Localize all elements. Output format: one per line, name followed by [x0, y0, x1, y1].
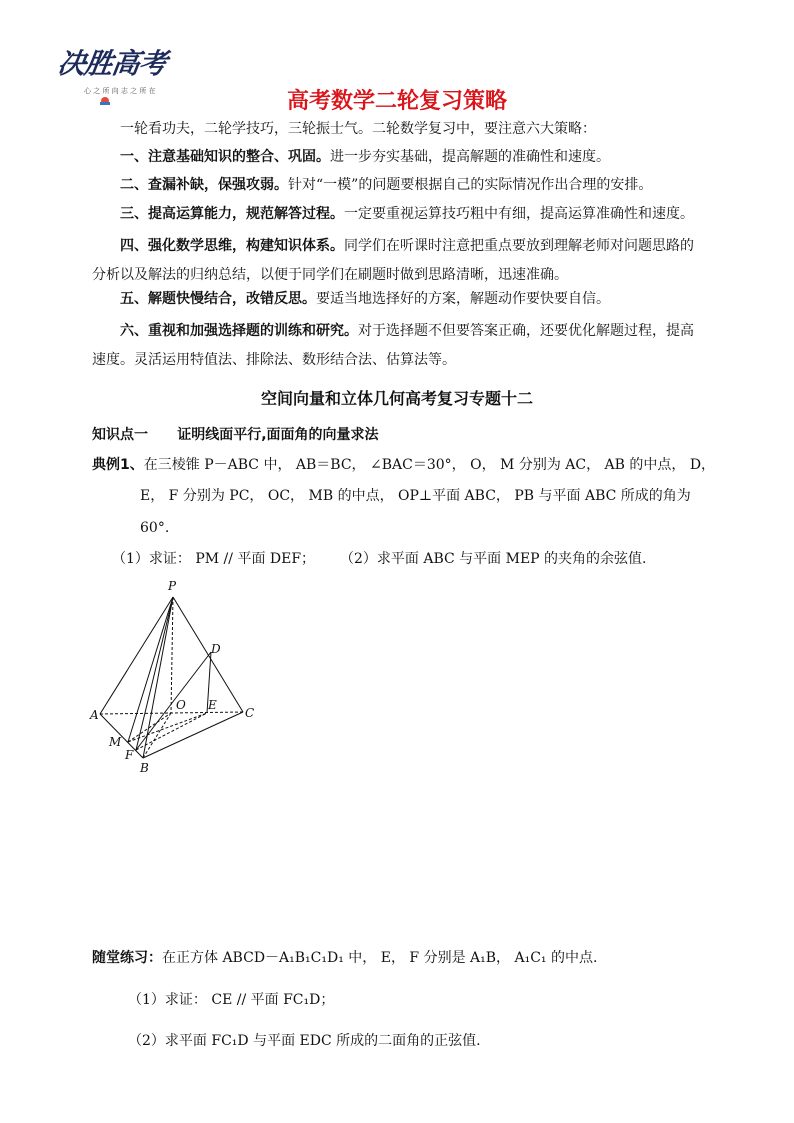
example-text-1: 在三棱锥 P－ABC 中， AB＝BC， ∠BAC＝30°， O， M 分别为 AC， AB 的中点， D，: [143, 457, 716, 473]
strategy-5: [120, 289, 735, 309]
practice-text: 在正方体 ABCD－A₁B₁C₁D₁ 中， E， F 分别是 A₁B， A₁C₁ 的中点.: [162, 950, 598, 966]
strategy-2: [120, 175, 735, 195]
example-text-3: 60°.: [140, 520, 170, 536]
strategy-4: [92, 232, 706, 290]
segment-PO-dashed: [171, 597, 173, 713]
tetrahedron-figure: [88, 576, 268, 776]
label-P: P: [168, 579, 177, 593]
segment-MO-dashed: [128, 713, 171, 742]
example-question-2: （2）求平面 ABC 与平面 MEP 的夹角的余弦值.: [340, 551, 647, 567]
logo-text: 决胜高考: [55, 47, 169, 80]
label-B: B: [140, 761, 149, 775]
strategy-3-body: 一定要重视运算技巧粗中有细，提高运算准确性和速度。: [344, 206, 694, 222]
strategy-5-body: 要适当地选择好的方案，解题动作要快要自信。: [316, 291, 610, 307]
strategy-3: [120, 204, 735, 224]
segment-ME-dashed: [128, 713, 207, 742]
label-E: E: [208, 698, 217, 712]
strategy-4-heading: 四、强化数学思维，构建知识体系。: [120, 238, 344, 254]
practice-question-2: （2）求平面 FC₁D 与平面 EDC 所成的二面角的正弦值.: [128, 1033, 481, 1049]
intro-text: 一轮看功夫，二轮学技巧，三轮振士气。二轮数学复习中，要注意六大策略：: [120, 121, 596, 137]
strategy-3-heading: 三、提高运算能力，规范解答过程。: [120, 206, 344, 222]
label-C: C: [245, 706, 255, 720]
label-O: O: [176, 698, 186, 712]
example-question-1: （1）求证： PM // 平面 DEF；: [112, 551, 316, 567]
strategy-1: [120, 147, 735, 167]
strategy-1-body: 进一步夯实基础，提高解题的准确性和速度。: [330, 149, 610, 165]
knowledge-point-title: 知识点一 证明线面平行,面面角的向量求法: [92, 427, 379, 443]
label-F: F: [125, 748, 134, 762]
strategy-2-body: 针对“一模”的问题要根据自己的实际情况作出合理的安排。: [288, 177, 653, 193]
label-A: A: [90, 708, 99, 722]
practice-question-1: （1）求证： CE // 平面 FC₁D；: [128, 992, 335, 1008]
strategy-6: [92, 317, 706, 375]
strategy-2-heading: 二、查漏补缺，保强攻弱。: [120, 177, 288, 193]
example-text-2: E， F 分别为 PC， OC， MB 的中点， OP⊥平面 ABC， PB 与平面 ABC 所成的角为: [140, 488, 691, 504]
page-title: 高考数学二轮复习策略: [286, 89, 507, 114]
strategy-4-body: 同学们在听课时注意把重点要放到理解老师对问题思路的分析以及解法的归纳总结，以便于同学们在刷题时做到思路清晰，迅速准确。: [92, 238, 694, 283]
strategy-6-heading: 六、重视和加强选择题的训练和研究。: [120, 323, 358, 339]
logo-subtitle: 心 之 所 向 志 之 所 在: [84, 87, 156, 95]
strategy-6-body: 对于选择题不但要答案正确，还要优化解题过程，提高速度。灵活运用特值法、排除法、数形结合法、估算法等。: [92, 323, 694, 368]
edge-BC: [143, 712, 243, 758]
section-title: 空间向量和立体几何高考复习专题十二: [260, 389, 533, 408]
label-D: D: [211, 642, 221, 656]
strategy-5-heading: 五、解题快慢结合，改错反思。: [120, 291, 316, 307]
label-M: M: [109, 735, 122, 749]
example-line-1: [92, 455, 716, 475]
practice-label: 随堂练习：: [92, 950, 162, 966]
practice-line: [92, 948, 707, 968]
example-label: 典例1、: [92, 457, 144, 473]
strategy-1-heading: 一、注意基础知识的整合、巩固。: [120, 149, 330, 165]
